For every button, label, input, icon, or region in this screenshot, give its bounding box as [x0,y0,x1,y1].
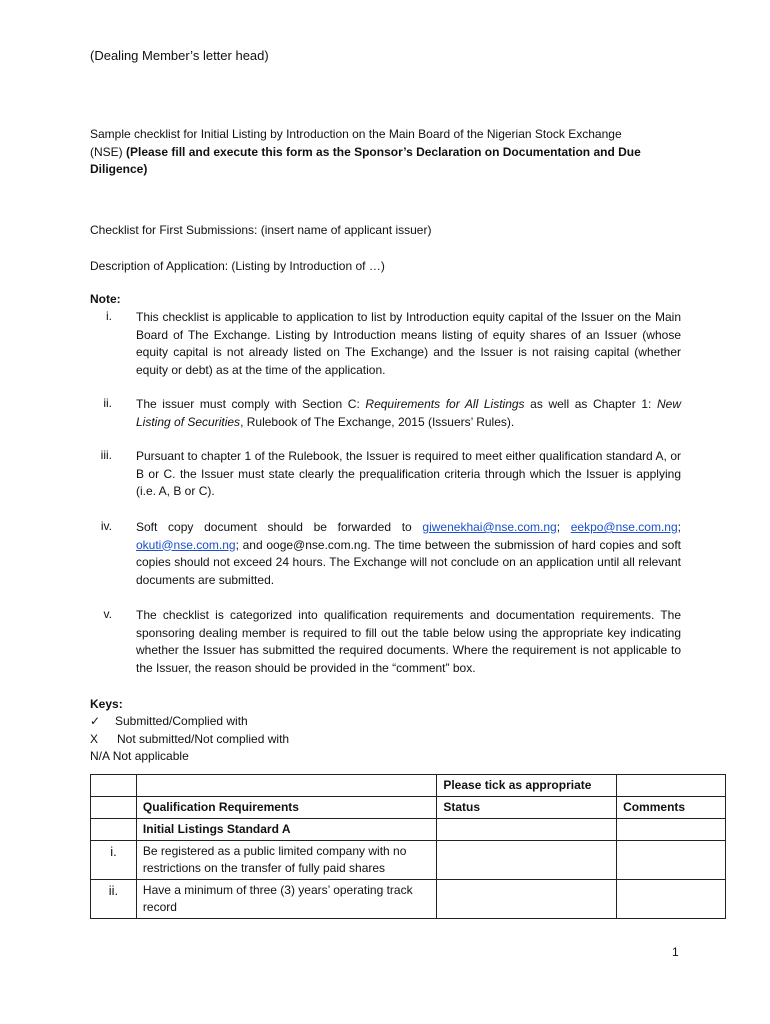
note-item [136,396,681,431]
note-label: Note: [90,292,121,306]
na-symbol: N/A [90,749,110,763]
status-cell[interactable] [437,880,617,919]
checklist-line: Checklist for First Submissions: (insert name of applicant issuer) [90,223,432,237]
email-link-giwenekhai[interactable]: giwenekhai@nse.com.ng [422,520,557,534]
note-number: v. [103,607,112,621]
note-number: ii. [103,396,112,410]
table-row [91,841,726,880]
note-italic-part: Requirements for All Listings [365,397,525,411]
key-text: Not submitted/Not complied with [117,732,290,746]
table-cell-empty [617,819,726,841]
key-text: Submitted/Complied with [115,714,248,728]
row-number: ii. [91,880,137,919]
keys-label: Keys: [90,697,123,711]
key-text: Not applicable [112,749,189,763]
key-item-not-applicable [90,748,189,766]
intro-bold-instruction: (Please fill and execute this form as the Sponsor’s Declaration on Documentation and Due Diligence) [90,144,641,176]
table-cell-empty [91,775,137,797]
page-number: 1 [672,945,679,959]
x-mark-icon: X [90,732,99,746]
intro-plain-text: Sample checklist for Initial Listing by Introduction on the Main Board of the Nigerian Stock Exchange (NSE) [90,127,622,159]
comments-cell[interactable] [617,841,726,880]
note-text-part: The issuer must comply with Section C: [136,397,366,411]
note-text-part: , Rulebook of The Exchange, 2015 (Issuers’ Rules). [240,414,515,429]
description-line: Description of Application: (Listing by Introduction of …) [90,259,385,273]
note-item: This checklist is applicable to application to list by Introduction equity capital of the Issuer on the Main Board of The Exchange. Listing by Introduction means listing of equity shares of an Issuer (whose equity capital is not already listed on The Exchange) and the Issuer is not raising capital (whether equity or debt) as at the time of the application. [136,310,681,377]
note-item: Pursuant to chapter 1 of the Rulebook, the Issuer is required to meet either qualification standard A, or B or C. the Issuer must state clearly the prequalification criteria through which the Issuer is applying (i.e. A, B or C). [136,449,681,498]
requirement-cell: Be registered as a public limited company with no restrictions on the transfer of fully paid shares [136,841,436,880]
key-item-submitted [90,713,248,731]
status-cell[interactable] [437,841,617,880]
table-cell-empty [437,819,617,841]
note-number: iv. [100,519,112,533]
table-cell-empty [91,797,137,819]
note-text-part: Soft copy document should be forwarded to [136,520,423,534]
table-header-row [91,797,726,819]
note-number: iii. [100,448,112,462]
note-text-part: ; and ooge@nse.com.ng. The time between the submission of hard copies and soft copies should not exceed 24 hours. The Exchange will not conclude on an application until all relevant documents are submitted. [136,537,681,587]
table-cell-empty [617,775,726,797]
status-column-header: Status [437,797,617,819]
note-item: The checklist is categorized into qualification requirements and documentation requirements. The sponsoring dealing member is required to fill out the table below using the appropriate key indicating whether the Issuer has submitted the required documents. Where the requirement is not applicable to the Issuer, the reason should be provided in the “comment” box. [136,608,681,675]
requirement-cell: Have a minimum of three (3) years’ operating track record [136,880,436,919]
check-icon: ✓ [90,714,101,728]
qualification-table [90,774,726,919]
note-item [136,519,681,589]
letterhead-placeholder: (Dealing Member’s letter head) [90,48,269,63]
table-header-row-top [91,775,726,797]
comments-column-header: Comments [617,797,726,819]
note-text-part: as well as Chapter 1: [524,397,657,411]
tick-instruction-header: Please tick as appropriate [437,775,617,797]
note-separator: ; [677,520,681,534]
table-cell-empty [91,819,137,841]
note-separator: ; [556,520,571,534]
section-title-standard-a: Initial Listings Standard A [136,819,436,841]
table-section-row [91,819,726,841]
table-cell-empty [136,775,436,797]
comments-cell[interactable] [617,880,726,919]
key-item-not-submitted [90,731,289,749]
note-number: i. [106,309,112,323]
email-link-eekpo[interactable]: eekpo@nse.com.ng [570,520,678,534]
note-italic-part: New Listing of Securities [136,397,681,429]
intro-paragraph [90,126,650,179]
row-number: i. [91,841,137,880]
requirements-column-header: Qualification Requirements [136,797,436,819]
table-row [91,880,726,919]
email-link-okuti[interactable]: okuti@nse.com.ng [136,537,236,552]
